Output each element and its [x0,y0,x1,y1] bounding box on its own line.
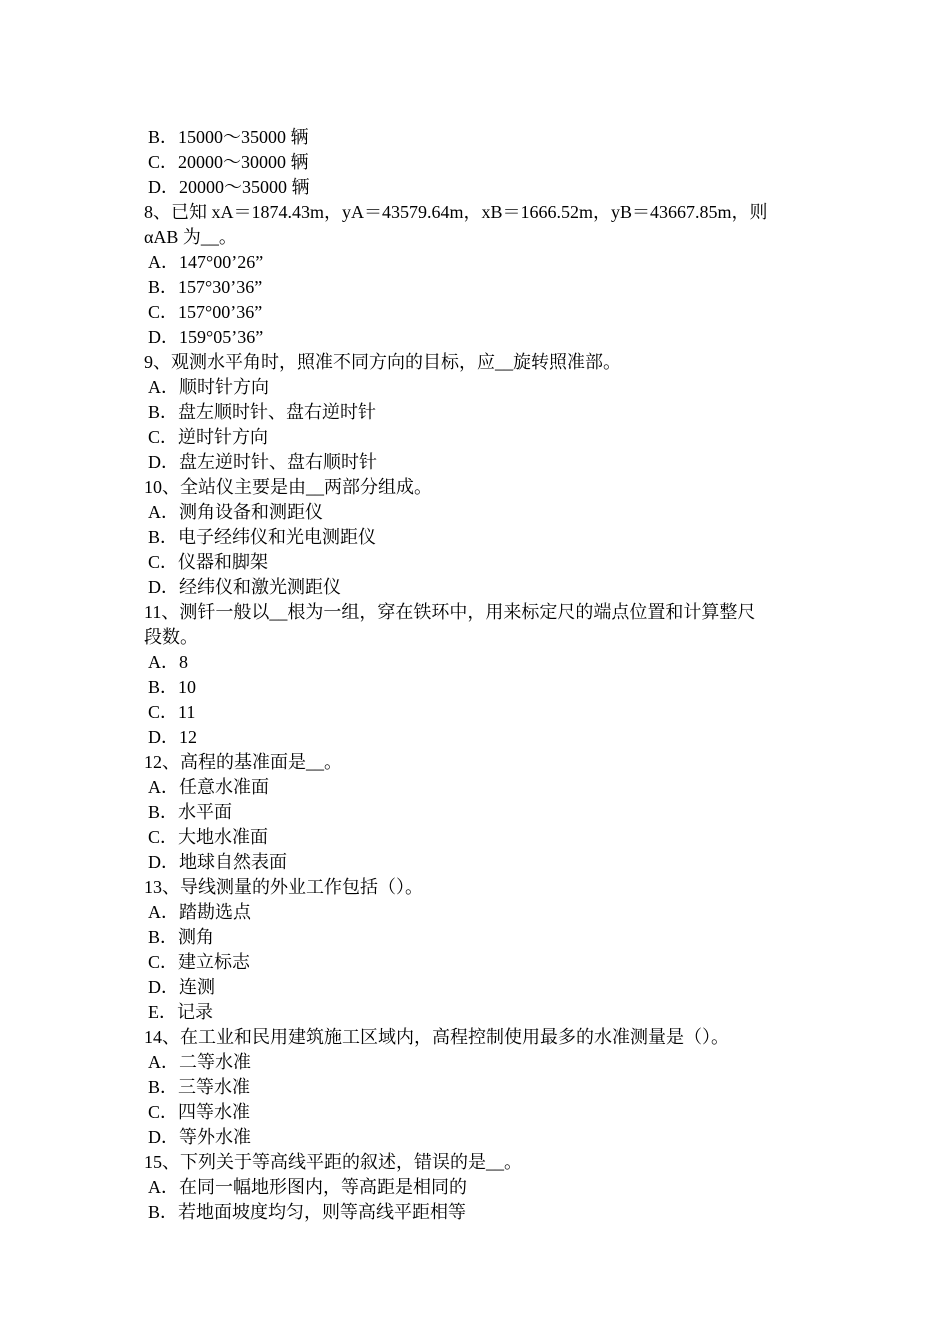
answer-option: B．盘左顺时针、盘右逆时针 [148,402,377,422]
answer-option: A．147°00’26” [148,252,264,272]
answer-option: B．10 [148,677,197,697]
answer-option: E．记录 [148,1002,213,1022]
answer-option: B．水平面 [148,802,233,822]
answer-option: C．逆时针方向 [148,427,269,447]
question-stem: 13、导线测量的外业工作包括（）。 [144,877,423,897]
answer-option: D．等外水准 [148,1127,251,1147]
answer-option: C．11 [148,702,196,722]
question-stem: 14、在工业和民用建筑施工区域内，高程控制使用最多的水准测量是（）。 [144,1027,729,1047]
answer-option: B．电子经纬仪和光电测距仪 [148,527,377,547]
question-stem: αAB 为__。 [144,227,237,247]
question-stem: 8、已知 xA＝1874.43m，yA＝43579.64m，xB＝1666.52m，yB＝43667.85m，则 [144,202,768,222]
answer-option: A．任意水准面 [148,777,269,797]
answer-option: A．测角设备和测距仪 [148,502,323,522]
answer-option: D．12 [148,727,197,747]
answer-option: C．157°00’36” [148,302,263,322]
answer-option: C．大地水准面 [148,827,269,847]
question-stem: 15、下列关于等高线平距的叙述，错误的是__。 [144,1152,522,1172]
answer-option: A．顺时针方向 [148,377,269,397]
answer-option: B．若地面坡度均匀，则等高线平距相等 [148,1202,467,1222]
answer-option: D．盘左逆时针、盘右顺时针 [148,452,377,472]
answer-option: D．连测 [148,977,215,997]
question-stem: 9、观测水平角时，照准不同方向的目标，应__旋转照准部。 [144,352,621,372]
answer-option: B．157°30’36” [148,277,263,297]
answer-option: B．三等水准 [148,1077,251,1097]
question-stem: 段数。 [144,627,198,647]
exam-question-text [144,125,814,1225]
answer-option: A．踏勘选点 [148,902,251,922]
answer-option: C．建立标志 [148,952,251,972]
answer-option: A．8 [148,652,188,672]
answer-option: D．159°05’36” [148,327,264,347]
answer-option: D．地球自然表面 [148,852,287,872]
question-stem: 11、测钎一般以__根为一组，穿在铁环中，用来标定尺的端点位置和计算整尺 [144,602,756,622]
answer-option: D．20000～35000 辆 [148,177,310,197]
question-stem: 10、全站仪主要是由__两部分组成。 [144,477,432,497]
answer-option: B．测角 [148,927,215,947]
answer-option: D．经纬仪和激光测距仪 [148,577,341,597]
question-stem: 12、高程的基准面是__。 [144,752,342,772]
answer-option: C．四等水准 [148,1102,251,1122]
answer-option: B．15000～35000 辆 [148,127,309,147]
answer-option: A．二等水准 [148,1052,251,1072]
answer-option: C．仪器和脚架 [148,552,269,572]
answer-option: C．20000～30000 辆 [148,152,309,172]
answer-option: A．在同一幅地形图内，等高距是相同的 [148,1177,467,1197]
